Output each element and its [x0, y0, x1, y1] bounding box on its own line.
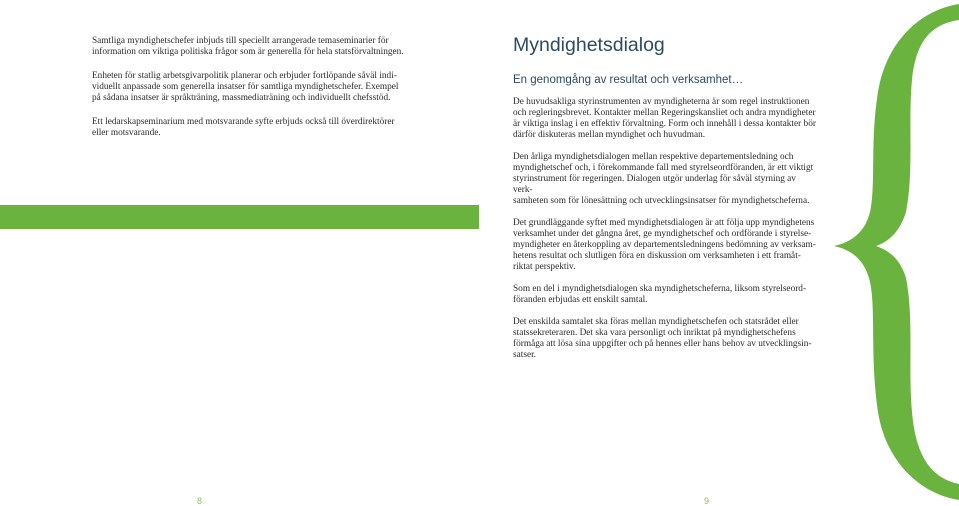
page-number-right: 9: [704, 496, 710, 506]
left-page-body: [92, 36, 422, 152]
text-line: styrinstrument för regeringen. Dialogen utgör underlag för såväl styrning av verk-: [513, 174, 796, 195]
page-number-left: 8: [197, 496, 203, 506]
text-line: De huvudsakliga styrinstrumenten av myndigheterna är som regel instruktionen: [513, 97, 810, 107]
text-line: eller motsvarande.: [92, 128, 161, 138]
text-line: samheten som för lönesättning och utvecklingsinsatser för myndighetscheferna.: [513, 196, 810, 206]
text-line: Det enskilda samtalet ska föras mellan myndighetschefen och statsrådet eller: [513, 317, 799, 327]
text-line: hetens resultat och slutligen föra en diskussion om verksamheten i ett framåt-: [513, 251, 801, 261]
left-paragraph-1: [92, 36, 422, 58]
text-line: och regleringsbrevet. Kontakter mellan Regeringskansliet och andra myndigheter: [513, 108, 816, 118]
right-page: [480, 0, 959, 506]
text-line: därför diskuteras mellan myndighet och huvudman.: [513, 130, 706, 140]
text-line: Den årliga myndighetsdialogen mellan respektive departementsledning och: [513, 152, 794, 162]
text-line: riktat perspektiv.: [513, 262, 576, 272]
text-line: statssekreteraren. Det ska vara personligt och inriktat på myndighetschefens: [513, 328, 796, 338]
text-line: Samtliga myndighetschefer inbjuds till speciellt arrangerade temaseminarier för: [92, 36, 389, 46]
text-line: myndigheter en återkoppling av departementsledningens bedömning av verksam-: [513, 240, 816, 250]
text-line: viduellt anpassade som generella insatser för samtliga myndighetschefer. Exempel: [92, 82, 399, 92]
curly-brace-decoration: [820, 0, 959, 506]
text-line: information om viktiga politiska frågor som är generella för hela statsförvaltningen.: [92, 47, 404, 57]
left-paragraph-2: [92, 71, 422, 104]
text-line: Enheten för statlig arbetsgivarpolitik planerar och erbjuder fortlöpande såväl indi-: [92, 71, 397, 81]
right-page-body: [513, 97, 817, 372]
right-paragraph-5: [513, 317, 817, 361]
right-paragraph-4: [513, 284, 817, 306]
green-accent-bar: [0, 205, 479, 229]
right-paragraph-2: [513, 152, 817, 207]
right-paragraph-3: [513, 218, 817, 273]
page-title: Myndighetsdialog: [513, 34, 665, 56]
text-line: förmåga att lösa sina uppgifter och på hennes eller hans behov av utvecklingsin-: [513, 339, 812, 349]
text-line: Ett ledarskapseminarium med motsvarande syfte erbjuds också till överdirektörer: [92, 117, 395, 127]
text-line: föranden erbjudas ett enskilt samtal.: [513, 295, 648, 305]
right-paragraph-1: [513, 97, 817, 141]
text-line: på sådana insatser är språkträning, massmediaträning och individuellt chefsstöd.: [92, 93, 391, 103]
left-paragraph-3: [92, 117, 422, 139]
text-line: satser.: [513, 350, 536, 360]
text-line: verksamhet under det gångna året, ge myndighetschef och ordförande i styrelse-: [513, 229, 812, 239]
text-line: är viktiga inslag i en effektiv förvaltning. Form och innehåll i dessa kontakter bör: [513, 119, 816, 129]
brace-shape: [834, 4, 959, 500]
text-line: Det grundläggande syftet med myndighetsdialogen är att följa upp myndighetens: [513, 218, 815, 228]
text-line: Som en del i myndighetsdialogen ska myndighetscheferna, liksom styrelseord-: [513, 284, 807, 294]
text-line: myndighetschef och, i förekommande fall med styrelseordföranden, är ett viktigt: [513, 163, 814, 173]
page-subtitle: En genomgång av resultat och verksamhet…: [513, 74, 744, 86]
